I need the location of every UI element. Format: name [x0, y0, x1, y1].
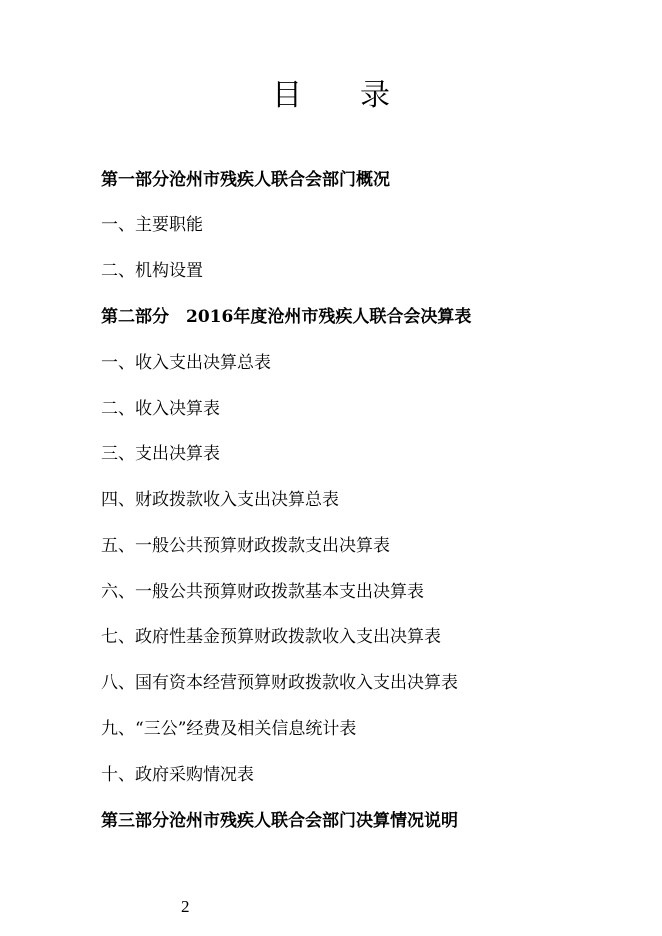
toc-part-1[interactable]: 第一部分沧州市残疾人联合会部门概况: [101, 170, 390, 190]
toc-item[interactable]: 九、“三公”经费及相关信息统计表: [101, 719, 357, 739]
page-number: 2: [181, 897, 190, 916]
toc-item[interactable]: 二、机构设置: [101, 261, 203, 281]
toc-item[interactable]: 五、一般公共预算财政拨款支出决算表: [101, 536, 390, 556]
toc-item[interactable]: 二、收入决算表: [101, 399, 220, 419]
toc-item[interactable]: 一、收入支出决算总表: [101, 353, 271, 373]
toc-item[interactable]: 一、主要职能: [101, 215, 203, 235]
toc-part-3[interactable]: 第三部分沧州市残疾人联合会部门决算情况说明: [101, 811, 458, 831]
page-title: [0, 70, 662, 114]
toc-item[interactable]: 三、支出决算表: [101, 444, 220, 464]
toc-part-2[interactable]: 第二部分 2016年度沧州市残疾人联合会决算表: [101, 307, 472, 327]
toc-item[interactable]: 七、政府性基金预算财政拨款收入支出决算表: [101, 627, 441, 647]
toc-item[interactable]: 八、国有资本经营预算财政拨款收入支出决算表: [101, 673, 458, 693]
toc-item[interactable]: 四、财政拨款收入支出决算总表: [101, 490, 339, 510]
page-title-char-2: 录: [360, 78, 390, 113]
toc-item[interactable]: 六、一般公共预算财政拨款基本支出决算表: [101, 582, 424, 602]
toc-item[interactable]: 十、政府采购情况表: [101, 765, 254, 785]
page-title-char-1: 目: [272, 78, 302, 113]
